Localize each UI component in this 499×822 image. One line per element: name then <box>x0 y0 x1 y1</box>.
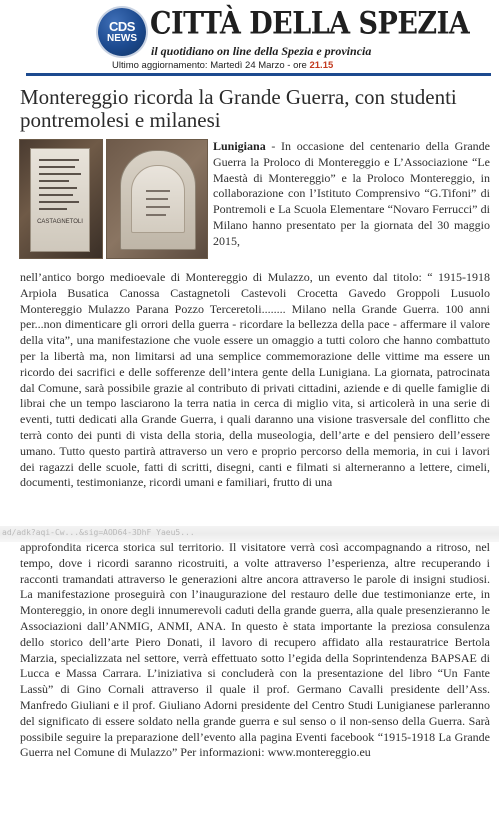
plaque-caption: CASTAGNETOLI <box>37 219 83 225</box>
cds-news-logo[interactable] <box>98 8 146 56</box>
last-update-time: 21.15 <box>309 60 334 71</box>
logo-line-2: NEWS <box>107 33 137 44</box>
seam-url-text: ad/adk?aqi-Cw...&sig=AOD64-3DhF Yaeu5... <box>2 528 195 537</box>
site-title[interactable]: CITTÀ DELLA SPEZIA <box>150 6 470 42</box>
article-headline: Montereggio ricorda la Grande Guerra, con studenti pontremolesi e milanesi <box>20 85 457 132</box>
site-subtitle: il quotidiano on line della Spezia e provincia <box>151 44 372 58</box>
memorial-arch-photo <box>106 139 208 259</box>
article-text-bottom: approfondita ricerca storica sul territorio. Il visitatore verrà così accompagnando a ritroso, nel tempo, dove i ricordi saranno ricostruiti, a volte attraverso l’esperienza, altre recuperando i racconti tramandati attraverso le generazioni altre ancora attraverso le parole di insigni studiosi. La manifestazione proseguirà con l’inaugurazione del restauro delle due testimonianze erte, in Montereggio, in onore degli innumerevoli caduti della grande guerra, alla quale presenzieranno le Associazioni dall’ANMIG, ANMI, ANA. In questo è stata importante la preziosa consulenza dello storico dell’arte Piero Donati, il lavoro di recupero affidato alla restauratrice Bertola Marzia, specializzata nel settore, verrà effettuato sotto l’egida della Soprintendenza BAPSAE di Lucca e Massa Carrara. L’iniziativa si concluderà con la presentazione del libro “Un Fante Lassù” di Gino Cornali attraverso il quale il prof. Germano Cavalli presidente dell’Ass. Manfredo Giuliani e il prof. Giuliano Adorni presidente del Centro Studi Lunigianese parleranno del significato di essere soldato nella grande guerra e sul senso o il non-senso della Guerra. Sarà possibile seguire la preparazione dell’evento alla pagina Eventi facebook “1915-1918 La Grande Guerra nel Comune di Mulazzo” Per informazioni: www.montereggio.eu <box>20 540 490 760</box>
article-paragraph-middle <box>20 270 490 491</box>
masthead-divider <box>26 73 491 76</box>
article-text-middle: nell’antico borgo medioevale di Montereggio di Mulazzo, un evento dal titolo: “ 1915-1918 Arpiola Busatica Canossa Castagnetoli Castevoli Crocetta Gavedo Groppoli Lusuolo Montereggio Mulazzo Parana Pozzo Terceretoli........ Milano nella Grande Guerra. 100 anni per...non dimenticare gli orrori della guerra - ricordare la bellezza della pace - affermare il valore della vita”, una manifestazione che vuole essere un omaggio a tutti coloro che hanno combattuto per la libertà ma, non limitarsi ad una semplice commemorazione delle vittime ma essere un ricordo dei sacrifici e delle sofferenze dell’intera gente della Lunigiana. La giornata, patrocinata dal Comune, sarà possibile grazie al contributo di privati cittadini, aziende e di quelle famiglie di librai che un tempo lasciarono la terra natia in cerca di miglio vita, si articolerà in una serie di eventi, tutti dedicati alla Grande Guerra, i quali daranno una visione trasversale del conflitto che terrà conto dei punti di vista della storia, della museologia, dell’arte e del pensiero dell’essere umano. Tutto questo partirà attraverso un vero e proprio percorso della memoria, in cui i lavori dei ragazzi delle scuole, fatti di scritti, disegni, canti e filmati si alterneranno a lettere, cimeli, documenti, testimonianze, ricordi umani e familiari, frutto di una <box>20 270 490 490</box>
article-paragraph-bottom <box>20 540 490 761</box>
plaque-icon <box>30 148 90 252</box>
last-update <box>112 60 333 71</box>
article-lead-word: Lunigiana <box>213 139 266 153</box>
masthead <box>0 0 499 78</box>
memorial-plaque-photo <box>19 139 103 259</box>
arch-icon <box>120 150 196 250</box>
article-text-top: - In occasione del centenario della Grande Guerra la Proloco di Montereggio e L’Associazione “Le Maestà di Montereggio” e la Proloco Montereggio, in collaborazione con l’Istituto Comprensivo “G.Tifoni” di Pontremoli e La Scuola Elementare “Novaro Ferrucci” di Milano hanno presentato per la giornata del 30 maggio 2015, <box>213 139 490 248</box>
article-paragraph-top <box>213 139 490 250</box>
last-update-label: Ultimo aggiornamento: Martedì 24 Marzo - ore <box>112 60 307 71</box>
logo-line-1: CDS <box>109 19 135 34</box>
